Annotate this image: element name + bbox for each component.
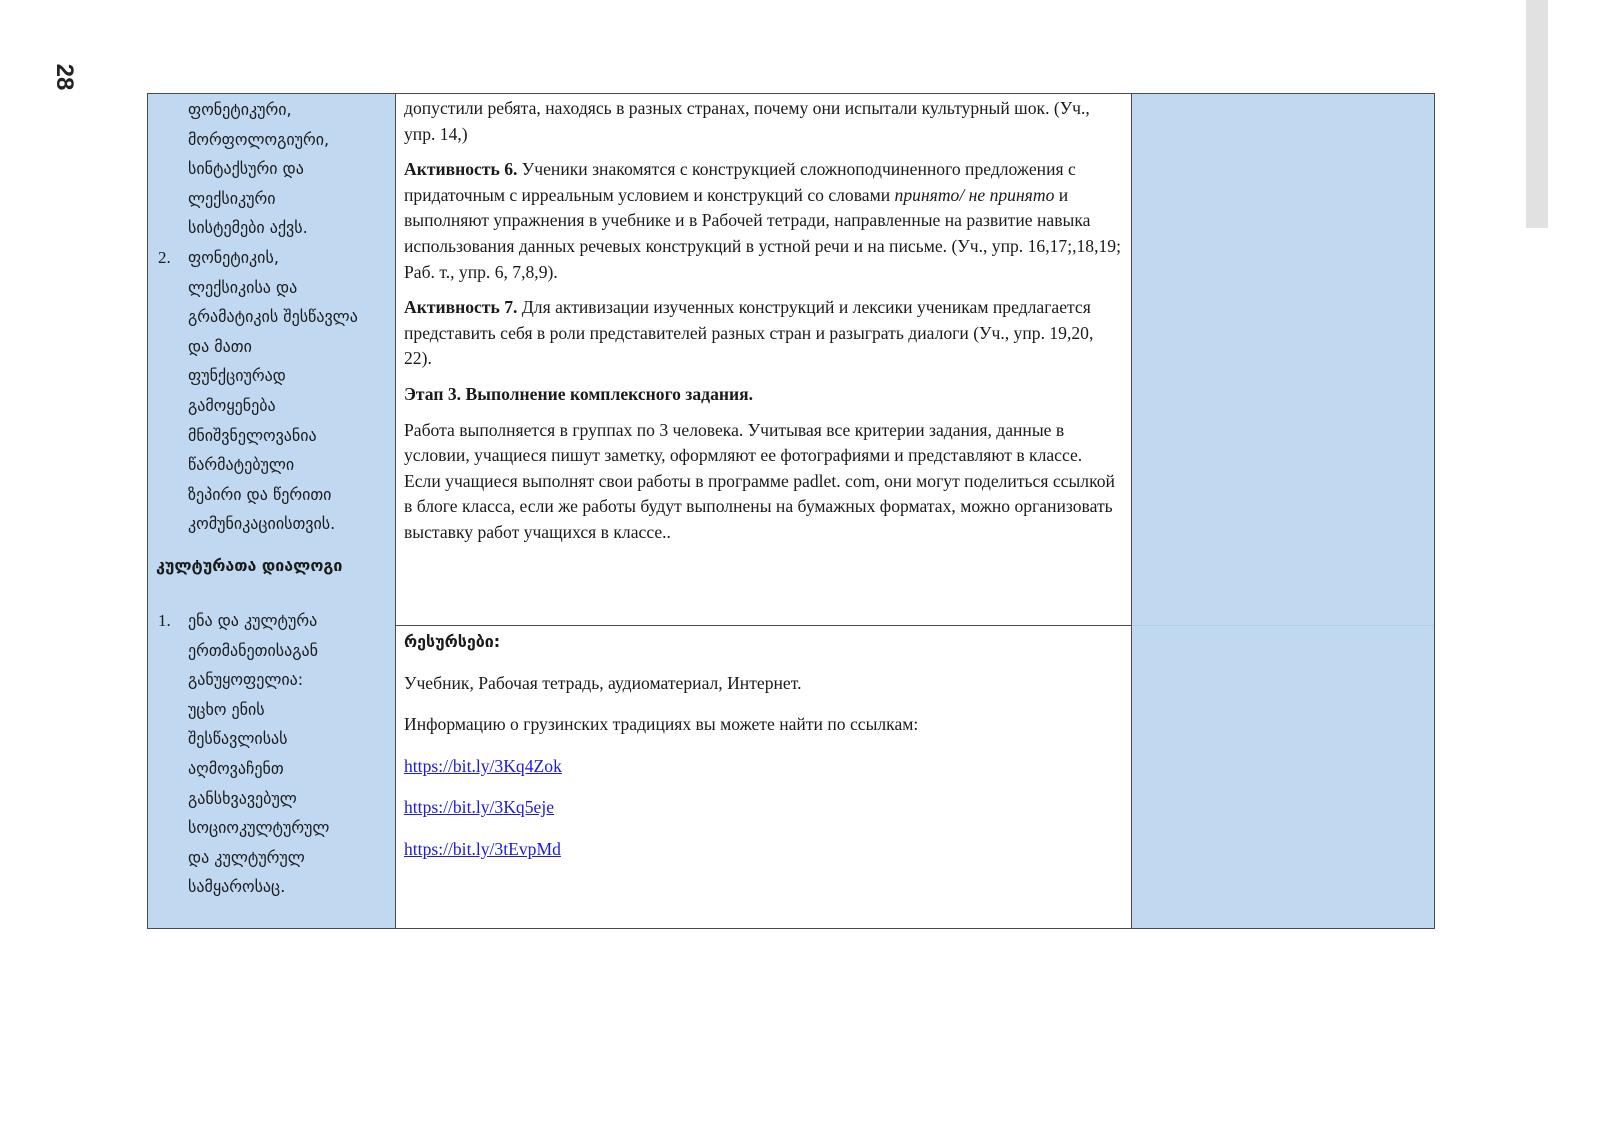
page-number: 28 <box>51 63 78 91</box>
intro-paragraph: допустили ребята, находясь в разных странах, почему они испытали культурный шок. (Уч., упр. 14,) <box>404 98 1090 144</box>
activity-6-italic: принято/ не принято <box>894 184 1055 205</box>
activities-cell <box>404 96 1122 556</box>
list-line: წარმატებული <box>188 455 295 475</box>
resource-link[interactable]: https://bit.ly/3Kq5eje <box>404 797 555 818</box>
activity-6-label: Активность 6. <box>404 159 518 180</box>
list-line: ფონეტიკური, <box>188 100 292 119</box>
list-line: და კულტურულ <box>188 847 305 867</box>
list-line: მორფოლოგიური, <box>188 129 330 149</box>
activity-6-text: Ученики знакомятся с конструкцией сложноподчиненного предложения с придаточным с ирреальным условием и конструкций со словами <box>404 159 1076 205</box>
list-item <box>148 95 396 243</box>
scrollbar-strip[interactable] <box>1526 0 1548 228</box>
list-line: მნიშვნელოვანია <box>188 425 317 445</box>
list-line: ფუნქციურად <box>188 366 286 386</box>
list-number: 1. <box>158 611 171 630</box>
resource-link[interactable]: https://bit.ly/3Kq4Zok <box>404 755 562 776</box>
list-line: სინტაქსური და <box>188 159 304 179</box>
list-line: გრამატიკის შესწავლა <box>188 307 358 327</box>
list-item <box>148 606 396 902</box>
list-line: ფონეტიკის, <box>188 247 279 267</box>
list-line: ერთმანეთისაგან <box>188 640 318 660</box>
right-column-cell <box>1131 94 1434 928</box>
list-line: და მათი <box>188 336 252 356</box>
resource-link-item <box>404 795 1122 821</box>
list-line: გამოყენება <box>188 395 276 415</box>
section-heading-culture-dialogue: კულტურათა დიალოგი <box>156 556 343 575</box>
list-line: სისტემები აქვს. <box>188 218 308 238</box>
list-line: ზეპირი და წერითი <box>188 484 332 504</box>
right-column-divider <box>1132 625 1434 626</box>
lesson-plan-table <box>147 93 1435 929</box>
stage-3-paragraph: Работа выполняется в группах по 3 человека. Учитывая все критерии задания, данные в условии, учащиеся пишут заметку, оформляют ее фотографиями и представляют в классе. Если учащиеся выполнят свои работы в программе padlet. com, они могут поделиться ссылкой в блоге класса, если же работы будут выполнены на бумажных форматах, можно организовать выставку работ учащихся в классе.. <box>404 419 1115 542</box>
left-column-cell <box>148 94 396 928</box>
list-line: ენა და კულტურა <box>188 611 318 630</box>
list-line: ლექსიკური <box>188 188 276 208</box>
resources-links-intro: Информацию о грузинских традициях вы можете найти по ссылкам: <box>404 714 919 735</box>
list-number: 2. <box>158 247 171 267</box>
list-line: განსხვავებულ <box>188 788 297 808</box>
resources-heading: რესურსები: <box>404 632 501 651</box>
list-item <box>148 243 396 539</box>
resource-link[interactable]: https://bit.ly/3tEvpMd <box>404 838 561 859</box>
resource-link-item <box>404 837 1122 863</box>
activity-6-text-cont: и выполняют упражнения в учебнике и в Рабочей тетради, направленные на развитие навыка использования данных речевых конструкций в устной речи и на письме. (Уч., упр. 16,17;,18,19; Раб. т., упр. 6, 7,8,9). <box>404 184 1121 282</box>
row-divider <box>396 625 1131 626</box>
list-line: ლექსიკისა და <box>188 277 298 297</box>
resources-materials: Учебник, Рабочая тетрадь, аудиоматериал, Интернет. <box>404 672 802 693</box>
list-line: შესწავლისას <box>188 729 288 749</box>
list-line: კომუნიკაციისთვის. <box>188 514 336 534</box>
stage-3-heading: Этап 3. Выполнение комплексного задания. <box>404 383 754 404</box>
list-line: სოციოკულტურულ <box>188 818 330 838</box>
list-line: სამყაროსაც. <box>188 877 286 897</box>
resources-cell <box>404 629 1122 879</box>
activity-7-text: Для активизации изученных конструкций и лексики ученикам предлагается представить себя в роли представителей разных стран и разыграть диалоги (Уч., упр. 19,20, 22). <box>404 297 1094 369</box>
activity-7-label: Активность 7. <box>404 297 518 318</box>
list-line: განუყოფელია: <box>188 670 304 690</box>
list-line: აღმოვაჩენთ <box>188 758 284 778</box>
activity-7-paragraph <box>404 295 1122 372</box>
left-list-language-systems <box>148 95 396 539</box>
list-line: უცხო ენის <box>188 699 265 719</box>
left-list-culture <box>148 606 396 902</box>
resource-link-item <box>404 754 1122 780</box>
activity-6-paragraph <box>404 157 1122 285</box>
